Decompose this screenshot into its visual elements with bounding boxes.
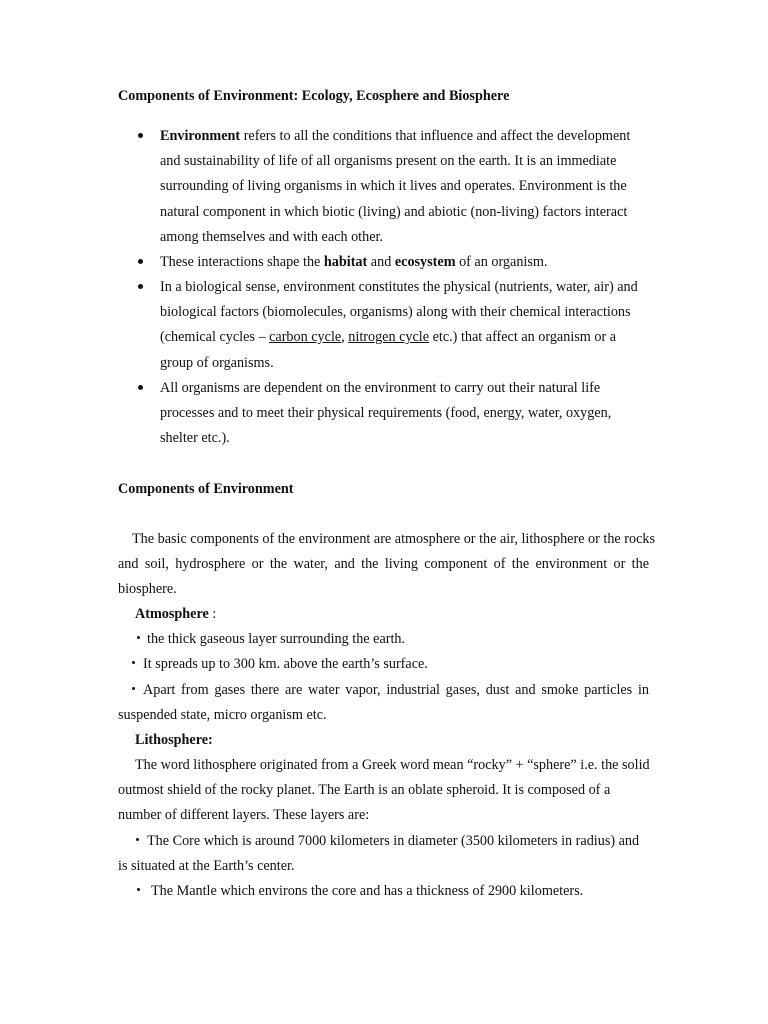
bullet-dot [137, 636, 140, 639]
bullet-dot [136, 838, 139, 841]
atmosphere-heading: Atmosphere : [135, 606, 217, 622]
bullet-dot [138, 385, 143, 390]
term-ecosystem: ecosystem [394, 254, 456, 270]
atmosphere-point3-line1: Apart from gases there are water vapor, industrial gases, dust and smoke particles in [143, 682, 649, 698]
lithosphere-core-line1: The Core which is around 7000 kilometers in diameter (3500 kilometers in radius) and [147, 833, 640, 849]
bullet-environment-line2: and sustainability of life of all organisms present on the earth. It is an immediate [160, 153, 617, 169]
bullet-biological-line3: (chemical cycles – carbon cycle, nitrogen cycle etc.) that affect an organism or a [160, 329, 617, 345]
bullet-dot [137, 888, 140, 891]
bullet-interactions: These interactions shape the habitat and ecosystem of an organism. [160, 254, 548, 270]
lithosphere-desc-line3: number of different layers. These layers are: [118, 807, 370, 823]
lithosphere-mantle: The Mantle which environs the core and has a thickness of 2900 kilometers. [151, 883, 584, 899]
section-heading: Components of Environment [118, 481, 294, 497]
lithosphere-heading: Lithosphere: [135, 732, 213, 748]
bullet-environment-line3: surrounding of living organisms in which it lives and operates. Environment is the [160, 178, 627, 194]
carbon-cycle-link[interactable]: carbon cycle [269, 329, 342, 345]
bullet-environment-line1: Environment refers to all the conditions that influence and affect the development [160, 128, 631, 144]
atmosphere-point2: It spreads up to 300 km. above the earth’s surface. [143, 656, 428, 672]
bullet-biological-line1: In a biological sense, environment constitutes the physical (nutrients, water, air) and [160, 279, 638, 295]
lithosphere-core-line2: is situated at the Earth’s center. [118, 858, 295, 874]
nitrogen-cycle-link[interactable]: nitrogen cycle [348, 329, 430, 345]
bullet-organisms-line3: shelter etc.). [160, 430, 230, 446]
bullet-environment-line5: among themselves and with each other. [160, 229, 383, 245]
bullet-biological-line2: biological factors (biomolecules, organisms) along with their chemical interactions [160, 304, 631, 320]
lithosphere-desc-line1: The word lithosphere originated from a Greek word mean “rocky” + “sphere” i.e. the solid [135, 757, 650, 773]
bullet-dot [138, 284, 143, 289]
bullet-dot [132, 661, 135, 664]
bullet-organisms-line2: processes and to meet their physical requirements (food, energy, water, oxygen, [160, 405, 612, 421]
bullet-dot [132, 687, 135, 690]
term-environment: Environment [160, 128, 241, 144]
atmosphere-point1: the thick gaseous layer surrounding the earth. [147, 631, 406, 647]
intro-line2: and soil, hydrosphere or the water, and the living component of the environment or the [118, 556, 649, 572]
term-habitat: habitat [323, 254, 368, 270]
bullet-organisms-line1: All organisms are dependent on the environment to carry out their natural life [160, 380, 601, 396]
atmosphere-point3-line2: suspended state, micro organism etc. [118, 707, 327, 723]
bullet-environment-line4: natural component in which biotic (living) and abiotic (non-living) factors interact [160, 204, 628, 220]
bullet-dot [138, 259, 143, 264]
bullet-biological-line4: group of organisms. [160, 355, 274, 371]
intro-line3: biosphere. [118, 581, 177, 597]
lithosphere-desc-line2: outmost shield of the rocky planet. The Earth is an oblate spheroid. It is composed of a [118, 782, 611, 798]
page-title: Components of Environment: Ecology, Ecosphere and Biosphere [118, 88, 510, 104]
intro-line1: The basic components of the environment are atmosphere or the air, lithosphere or the rocks [132, 531, 656, 547]
bullet-dot [138, 133, 143, 138]
